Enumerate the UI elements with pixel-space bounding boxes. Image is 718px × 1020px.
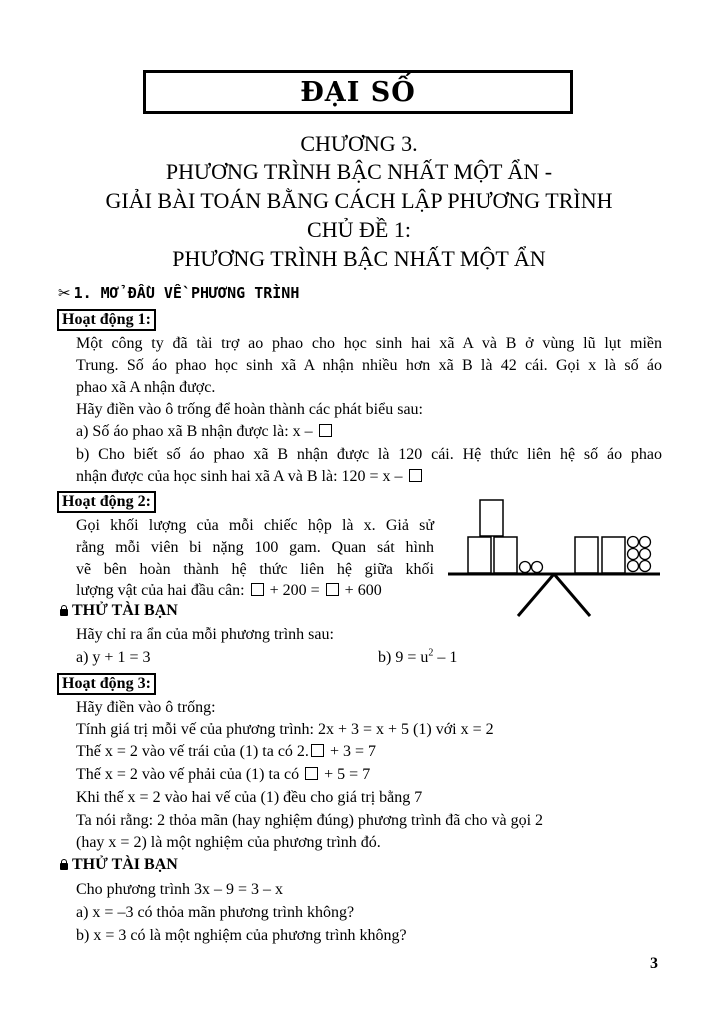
marble bbox=[640, 549, 651, 560]
box-weight bbox=[602, 537, 625, 573]
challenge-2-question-b: b) x = 3 có là một nghiệm của phương trình không? bbox=[76, 927, 407, 944]
answer-box[interactable] bbox=[326, 583, 339, 596]
right-side-result: + 5 = 7 bbox=[324, 766, 371, 783]
activity-3-text-line: Khi thế x = 2 vào hai vế của (1) đều cho giá trị bằng 7 bbox=[76, 789, 423, 806]
scale-leg-left bbox=[518, 574, 554, 616]
part-b-text: nhận được của học sinh hai xã A và B là: 120 = x – bbox=[76, 468, 403, 485]
answer-box[interactable] bbox=[251, 583, 264, 596]
left-side-result: + 3 = 7 bbox=[329, 743, 376, 760]
lock-icon bbox=[60, 859, 68, 870]
challenge-2-label: THỬ TÀI BẠN bbox=[72, 856, 178, 873]
box-weight bbox=[575, 537, 598, 573]
topic-title: PHƯƠNG TRÌNH BẬC NHẤT MỘT ẨN bbox=[172, 246, 546, 271]
activity-1-text-line: phao xã A nhận được. bbox=[76, 379, 216, 396]
equation-mid: + 200 = bbox=[269, 582, 320, 599]
challenge-1-prompt: Hãy chỉ ra ẩn của mỗi phương trình sau: bbox=[76, 626, 334, 643]
activity-2-text-line: rằng mỗi viên bi nặng 100 gam. Quan sát hình bbox=[76, 539, 434, 556]
part-a-text: a) Số áo phao xã B nhận được là: x – bbox=[76, 423, 313, 440]
activity-1-instruction: Hãy điền vào ô trống để hoàn thành các phát biểu sau: bbox=[76, 401, 423, 418]
challenge-1-item-a: a) y + 1 = 3 bbox=[76, 649, 151, 666]
chapter-title-line-1: PHƯƠNG TRÌNH BẬC NHẤT MỘT ẨN - bbox=[165, 159, 553, 184]
box-weight bbox=[468, 537, 491, 573]
answer-box[interactable] bbox=[319, 424, 332, 437]
lock-icon bbox=[60, 605, 68, 616]
subject-title: ĐẠI SỐ bbox=[143, 70, 573, 114]
challenge-2-text-line: Cho phương trình 3x – 9 = 3 – x bbox=[76, 881, 284, 898]
chapter-title-line-2: GIẢI BÀI TOÁN BẰNG CÁCH LẬP PHƯƠNG TRÌNH bbox=[105, 188, 613, 213]
marble bbox=[520, 562, 531, 573]
balance-scale-figure bbox=[446, 498, 664, 622]
challenge-2-heading bbox=[60, 855, 178, 875]
marble bbox=[628, 549, 639, 560]
right-side-text: Thế x = 2 vào vế phải của (1) ta có bbox=[76, 766, 300, 783]
equation-prefix: lượng vật của hai đầu cân: bbox=[76, 582, 245, 599]
marble bbox=[640, 561, 651, 572]
box-weight bbox=[494, 537, 517, 573]
section-heading bbox=[58, 284, 299, 302]
marble bbox=[640, 537, 651, 548]
activity-2-text-line: vẽ bên hoàn thành hệ thức liên hệ giữa khối bbox=[76, 561, 434, 578]
activity-3-text-line: Ta nói rằng: 2 thỏa mãn (hay nghiệm đúng) phương trình đã cho và gọi 2 bbox=[76, 812, 544, 829]
activity-3-text-line: (hay x = 2) là một nghiệm của phương trình đó. bbox=[76, 834, 381, 851]
equation-end: + 600 bbox=[344, 582, 382, 599]
challenge-1-item-b bbox=[378, 647, 457, 669]
activity-1-label: Hoạt động 1: bbox=[57, 309, 156, 331]
answer-box[interactable] bbox=[305, 767, 318, 780]
activity-1-text-line: Một công ty đã tài trợ ao phao cho học sinh hai xã A và B ở vùng lũ lụt miền bbox=[76, 335, 662, 352]
marble bbox=[628, 561, 639, 572]
scale-leg-right bbox=[554, 574, 590, 616]
challenge-1-label: THỬ TÀI BẠN bbox=[72, 602, 178, 619]
marble bbox=[628, 537, 639, 548]
activity-3-instruction: Hãy điền vào ô trống: bbox=[76, 699, 216, 716]
challenge-1-items bbox=[76, 647, 662, 669]
scissors-icon: ✂ bbox=[58, 284, 71, 302]
box-weight bbox=[480, 500, 503, 536]
activity-3-text-line: Tính giá trị mỗi vế của phương trình: 2x + 3 = x + 5 (1) với x = 2 bbox=[76, 721, 494, 738]
chapter-number: CHƯƠNG 3. bbox=[300, 131, 418, 156]
section-heading-text: 1. MỞ ĐẦU VỀ PHƯƠNG TRÌNH bbox=[73, 284, 300, 302]
item-b-base: b) 9 = u bbox=[378, 649, 429, 666]
page-number: 3 bbox=[650, 955, 658, 972]
activity-2-label: Hoạt động 2: bbox=[57, 491, 156, 513]
activity-3-label: Hoạt động 3: bbox=[57, 673, 156, 695]
activity-3-right-side bbox=[76, 764, 662, 786]
activity-2-text-line: Gọi khối lượng của mỗi chiếc hộp là x. Giả sử bbox=[76, 517, 434, 534]
topic-number: CHỦ ĐỀ 1: bbox=[307, 217, 411, 242]
answer-box[interactable] bbox=[409, 469, 422, 482]
challenge-1-heading bbox=[60, 601, 178, 621]
activity-1-part-a bbox=[76, 421, 662, 443]
marble bbox=[532, 562, 543, 573]
activity-1-text-line: Trung. Số áo phao học sinh xã A nhận nhiều hơn xã B là 42 cái. Gọi x là số áo bbox=[76, 357, 662, 374]
answer-box[interactable] bbox=[311, 744, 324, 757]
activity-3-left-side bbox=[76, 741, 662, 763]
activity-1-part-b: b) Cho biết số áo phao xã B nhận được là 120 cái. Hệ thức liên hệ số áo phao bbox=[76, 446, 662, 463]
item-b-exponent: 2 bbox=[428, 647, 434, 659]
item-b-rest: – 1 bbox=[433, 649, 458, 666]
challenge-2-question-a: a) x = –3 có thỏa mãn phương trình không? bbox=[76, 904, 355, 921]
activity-1-part-b-cont bbox=[76, 466, 662, 488]
left-side-text: Thế x = 2 vào vế trái của (1) ta có 2. bbox=[76, 743, 309, 760]
